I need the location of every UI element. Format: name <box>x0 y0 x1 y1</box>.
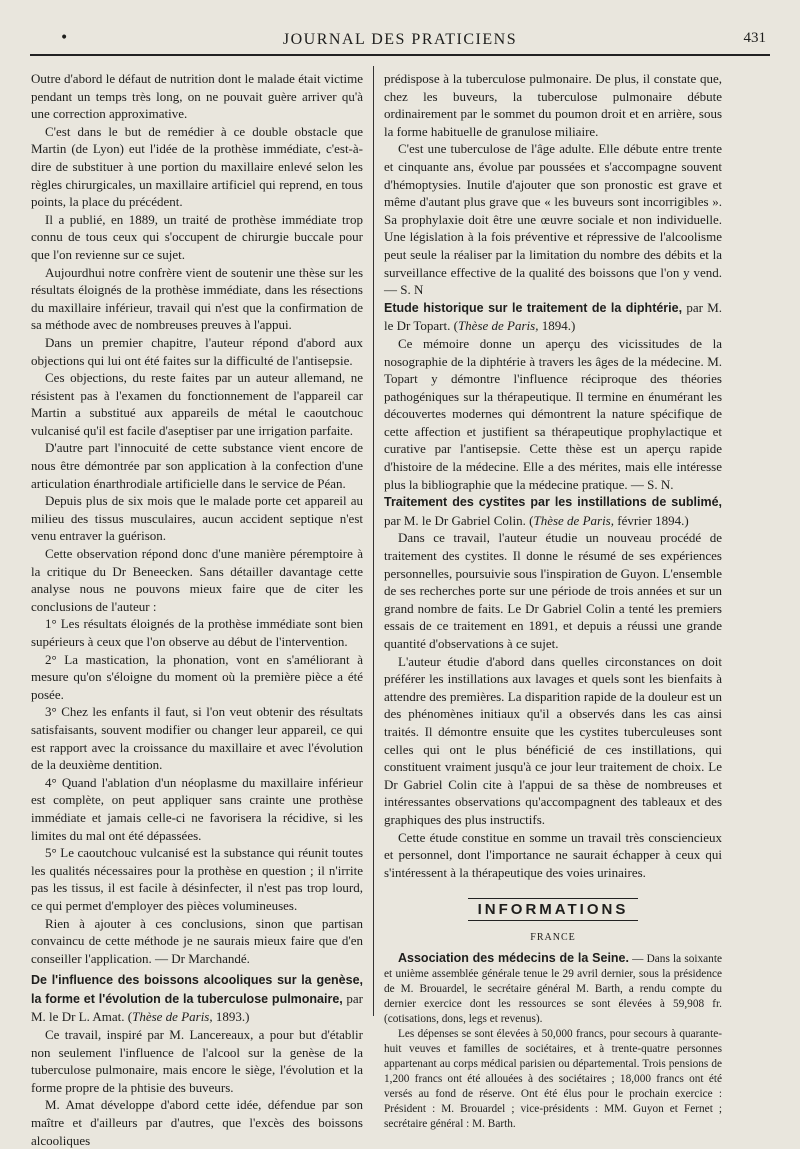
news-item: Les dépenses se sont élevées à 50,000 francs, pour secours à quarante-huit veuves et familles de sociétaires, et à trente-quatre personnes appartenant au corps médical parisien ou départemental. Trois pensions de 1,200 francs ont été allouées à des sociétaires ; 18,000 francs ont été versés au fond de réserve. Ont été élus pour le prochain exercice : Président : M. Brouardel ; vice-présidents : MM. Guyon et Fernet ; secrétaire général : M. Barth. <box>384 1027 722 1130</box>
article-heading <box>31 971 363 1026</box>
paragraph: Rien à ajouter à ces conclusions, sinon que partisan convaincu de cette méthode je ne saurais mieux faire que d'en conseiller l'application. — Dr Marchandé. <box>31 915 363 966</box>
paragraph: C'est dans le but de remédier à ce double obstacle que Martin (de Lyon) eut l'idée de la prothèse immédiate, c'est-à-dire de substituer à une portion du maxillaire enlevé selon les règles chirurgicales, un maxillaire artificiel qui reprend, en tous points, la place du précédent. <box>31 123 363 210</box>
article-title: Etude historique sur le traitement de la diphtérie, <box>384 300 683 315</box>
article-thesis: Thèse de Paris, <box>132 1009 213 1025</box>
page-number: 431 <box>743 30 766 46</box>
conclusion-item: 4° Quand l'ablation d'un néoplasme du maxillaire inférieur est complète, on peut appliquer sans crainte une prothèse immédiate et jamais celle-ci ne favorisera la récidive, si les limites du mal ont été dépassées. <box>31 774 363 843</box>
paragraph: Cette étude constitue en somme un travail très consciencieux et personnel, dont l'importance ne saurait échapper à ceux qui s'intéressent à la thérapeutique des voies urinaires. <box>384 829 722 880</box>
news-text: — Dans la soixante et unième assemblée générale tenue le 29 avril dernier, sous la présidence de M. Brouardel, le secrétaire général M. Barth, a rendu compte du dernier exercice dont les ressources se sont élevées à 59,908 fr. (cotisations, dons, legs et revenus). <box>384 952 722 1025</box>
news-title: Association des médecins de la Seine. <box>398 950 629 965</box>
running-header <box>30 28 770 52</box>
article-thesis: Thèse de Paris, <box>457 318 539 334</box>
conclusion-item: 5° Le caoutchouc vulcanisé est la substance qui réunit toutes les qualités nécessaires pour la prothèse en question ; il n'irrite pas les tissus, il est facile à désinfecter, il n'est pas trop lourd, ce qui permet d'employer des pièces volumineuses. <box>31 845 363 913</box>
header-dot: • <box>60 30 69 46</box>
article-byline: par M. le Dr Topart. ( <box>384 299 722 334</box>
conclusion-item: 3° Chez les enfants il faut, si l'on veut obtenir des résultats satisfaisants, souvent modifier ou changer leur appareil, ce qui est rapport avec la croissance du maxillaire et avec l'évolution de la deuxième dentition. <box>31 704 363 773</box>
paragraph: Ce mémoire donne un aperçu des vicissitudes de la nosographie de la diphtérie à travers les âges de la médecine. M. Topart y démontre l'influence réciproque des théories pathogéniques sur la thérapeutique. Il termine en énumérant les découvertes modernes qui démontrent la nature spécifique de cette affection et justifient sa thérapeutique prophylactique et curative par l'antisepsie. Cette thèse est un aperçu rapide d'histoire de la médecine. Elle a des mérites, mais elle intéresse plus la bibliographie que la médecine pratique. — S. N. <box>384 335 722 492</box>
section-country: FRANCE <box>530 931 576 943</box>
right-column <box>384 70 722 1132</box>
conclusion-item: 1° Les résultats éloignés de la prothèse immédiate sont bien supérieurs à ceux que l'on observe au début de l'intervention. <box>31 616 363 649</box>
article-heading <box>384 493 722 529</box>
informations-banner <box>384 901 722 919</box>
paragraph: prédispose à la tuberculose pulmonaire. De plus, il constate que, chez les buveurs, la tuberculose pulmonaire débute ordinairement par le sommet du poumon droit et en arrière, sous la forme habituelle de granulose miliaire. <box>384 71 722 139</box>
paragraph: M. Amat développe d'abord cette idée, défendue par son maître et d'ailleurs par d'autres, que l'excès des boissons alcooliques <box>31 1097 363 1148</box>
article-thesis: Thèse de Paris, <box>533 512 614 528</box>
paragraph: D'autre part l'innocuité de cette substance vient encore de nous être démontrée par son application à la confection d'une articulation énarthrodiale artificielle dans le service de Péan. <box>31 440 363 491</box>
paragraph: C'est une tuberculose de l'âge adulte. Elle débute entre trente et cinquante ans, évolue par poussées et s'accompagne souvent d'hémoptysies. Inutile d'ajouter que son pronostic est grave et même d'autant plus grave que « les buveurs sont incorrigibles ». Sa prophylaxie doit être une œuvre sociale et non individuelle. Une législation à la fois préventive et répressive de l'alcoolisme peut seule la réaliser par la limitation du nombre des débits et la surveillance effective de la qualité des boissons que l'on y vend. — S. N <box>384 141 722 298</box>
paragraph: Outre d'abord le défaut de nutrition dont le malade était victime pendant un temps très long, on ne pouvait guère arriver qu'à une correction approximative. <box>31 71 363 122</box>
paragraph: Cette observation répond donc d'une manière péremptoire à la critique du Dr Beneecken. Sans détailler davantage cette analyse nous ne pouvons mieux faire que de citer les conclusions de l'auteur : <box>31 546 363 614</box>
informations-title: INFORMATIONS <box>468 898 639 921</box>
paragraph: Ce travail, inspiré par M. Lancereaux, a pour but d'établir non seulement l'influence de l'alcool sur la genèse de la tuberculose pulmonaire, mais encore le siège, l'évolution et la forme propre de la phtisie des buveurs. <box>31 1027 363 1095</box>
article-year: février 1894.) <box>614 512 689 528</box>
paragraph: Dans un premier chapitre, l'auteur répond d'abord aux objections qui lui ont été faites sur la difficulté de l'antisepsie. <box>31 334 363 368</box>
article-year: 1893.) <box>212 1009 250 1025</box>
article-byline: par M. le Dr Gabriel Colin. ( <box>384 512 534 528</box>
news-item <box>384 951 722 1027</box>
article-title: De l'influence des boissons alcooliques sur la genèse, la forme et l'évolution de la tuberculose pulmonaire, <box>31 973 363 1006</box>
paragraph: Ces objections, du reste faites par un auteur allemand, ne résistent pas à l'examen du fonctionnement de l'appareil car Martin a substitué aux appareils de métal le caoutchouc vulcanisé qu'il est facile d'aseptiser par une irrigation parfaite. <box>31 370 363 438</box>
journal-title: JOURNAL DES PRATICIENS <box>282 31 518 48</box>
article-title: Traitement des cystites par les instillations de sublimé, <box>384 495 722 510</box>
paragraph: Dans ce travail, l'auteur étudie un nouveau procédé de traitement des cystites. Il donne le résumé de ses expériences personnelles, poursuivie sous l'inspiration de Guyon. L'ensemble de ses recherches porte sur une période de trois années et sur un grand nombre de faits. Le Dr Gabriel Colin a tenté les premiers essais de ce traitement en 1891, et depuis a réussi une grande quantité d'observations à ce sujet. <box>384 530 722 651</box>
left-column <box>31 70 363 1149</box>
article-heading <box>384 299 722 335</box>
paragraph: Il a publié, en 1889, un traité de prothèse immédiate trop connu de tous ceux qui s'occupent de chirurgie buccale pour que l'on revienne sur ce sujet. <box>31 211 363 262</box>
paragraph: Depuis plus de six mois que le malade porte cet appareil au milieu des tissus musculaires, aucun accident septique n'est venu entraver la guérison. <box>31 493 363 544</box>
column-divider <box>373 66 374 1016</box>
article-year: 1894.) <box>538 318 576 334</box>
header-rule <box>30 54 770 56</box>
article-byline: par M. le Dr L. Amat. ( <box>31 990 363 1025</box>
paragraph: Aujourdhui notre confrère vient de soutenir une thèse sur les résultats éloignés de la prothèse immédiate, dans les résections du maxillaire inférieur, travail qui n'est que la confirmation de sa méthode avec de nombreuses preuves à l'appui. <box>31 264 363 333</box>
informations-body <box>384 951 722 1132</box>
paragraph: L'auteur étudie d'abord dans quelles circonstances on doit préférer les instillations aux lavages et quels sont les bienfaits à attendre des premières. La disparition rapide de la douleur est un des phénomènes initiaux qu'il a observés dans les cas ainsi traités. Il démontre ensuite que les cystites tuberculeuses sont celles qui ont le plus bénéficié de ces instillations, qui constituent vraiment jusqu'à ce jour leur traitement de choix. Le Dr Gabriel Colin cite à l'appui de sa thèse de nombreuses et intéressantes observations qu'accompagnent des tableaux et des graphiques des plus instructifs. <box>384 653 722 827</box>
conclusion-item: 2° La mastication, la phonation, vont en s'améliorant à mesure qu'on s'éloigne du moment où la première pièce a été posée. <box>31 651 363 702</box>
